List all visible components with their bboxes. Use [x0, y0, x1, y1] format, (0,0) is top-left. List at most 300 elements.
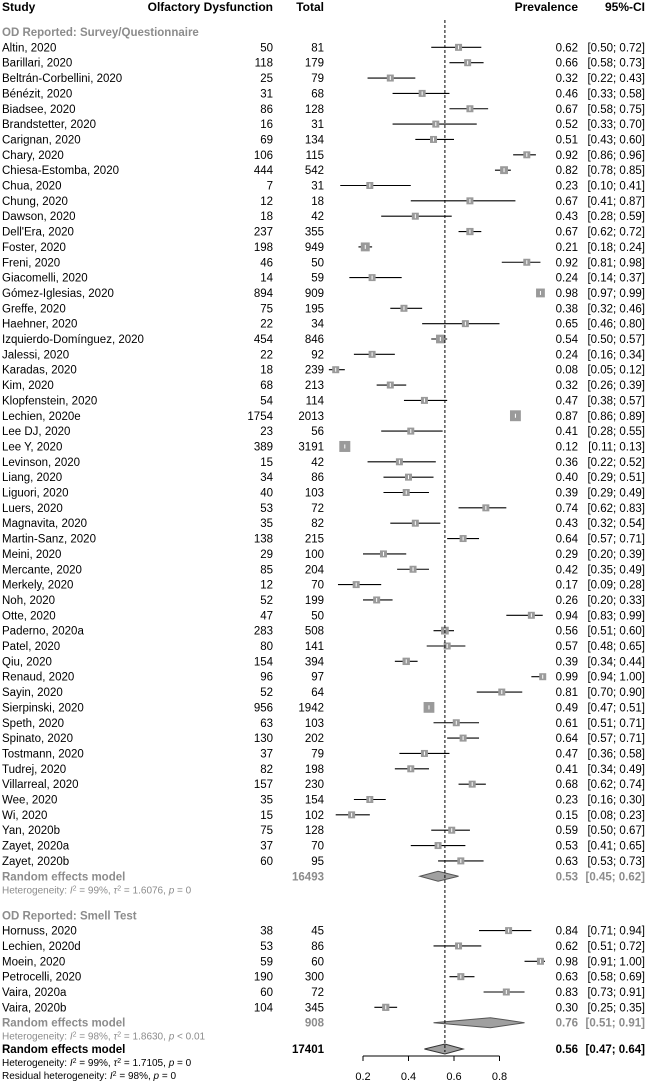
- events-value: 85: [260, 564, 273, 577]
- study-label: Jalessi, 2020: [2, 349, 70, 362]
- subgroup-heterogeneity: Heterogeneity: $I^2 = 98\%$, $\tau^2 = 1.8630$, p < 0.01: [2, 1031, 206, 1043]
- prevalence-value: 0.39: [555, 487, 578, 500]
- header-total: Total: [296, 0, 324, 14]
- subgroup-summary-total: 908: [304, 1017, 324, 1030]
- study-label: Petrocelli, 2020: [2, 971, 82, 984]
- ci-value: [0.58; 0.69]: [587, 971, 645, 984]
- events-value: 47: [260, 610, 273, 623]
- header-events: Olfactory Dysfunction: [147, 0, 273, 14]
- forest-plot-body: [2, 20, 645, 1083]
- events-value: 75: [260, 825, 273, 838]
- total-value: 70: [311, 579, 324, 592]
- overall-summary-prevalence: 0.56: [555, 1044, 578, 1056]
- total-value: 202: [304, 733, 324, 746]
- study-label: Lee DJ, 2020: [2, 426, 71, 439]
- residual-heterogeneity: Residual heterogeneity: $I^2 = 98\%$, p = 0: [2, 1070, 177, 1082]
- prevalence-value: 0.23: [555, 180, 578, 193]
- prevalence-value: 0.63: [555, 971, 578, 984]
- total-value: 92: [311, 349, 324, 362]
- ci-value: [0.62; 0.72]: [587, 226, 645, 239]
- prevalence-value: 0.21: [555, 241, 578, 254]
- study-label: Altin, 2020: [2, 42, 57, 55]
- total-value: 82: [311, 518, 324, 531]
- prevalence-value: 0.36: [555, 456, 578, 469]
- total-value: 64: [311, 687, 324, 700]
- events-value: 118: [254, 57, 273, 70]
- study-label: Levinson, 2020: [2, 456, 81, 469]
- events-value: 389: [253, 441, 273, 454]
- total-value: 103: [304, 717, 324, 730]
- prevalence-value: 0.47: [555, 748, 578, 761]
- ci-value: [0.57; 0.71]: [587, 733, 645, 746]
- study-label: Zayet, 2020b: [2, 855, 70, 868]
- ci-value: [0.28; 0.55]: [587, 426, 645, 439]
- total-value: 239: [304, 364, 324, 377]
- prevalence-value: 0.74: [555, 502, 578, 515]
- total-value: 50: [311, 610, 324, 623]
- ci-value: [0.22; 0.43]: [587, 73, 645, 86]
- header-ci: 95%-CI: [604, 0, 645, 14]
- total-value: 102: [304, 809, 324, 822]
- study-label: Patel, 2020: [2, 641, 61, 653]
- events-value: 154: [253, 656, 273, 669]
- ci-value: [0.47; 0.51]: [587, 702, 645, 715]
- ci-value: [0.33; 0.58]: [587, 88, 645, 101]
- events-value: 444: [253, 165, 273, 178]
- events-value: 59: [260, 956, 273, 969]
- events-value: 53: [260, 940, 273, 953]
- total-value: 508: [304, 625, 324, 638]
- total-value: 68: [311, 88, 324, 101]
- prevalence-value: 0.62: [555, 42, 578, 55]
- events-value: 106: [253, 149, 273, 162]
- ci-value: [0.22; 0.52]: [587, 456, 645, 469]
- prevalence-value: 0.40: [555, 472, 578, 485]
- ci-value: [0.50; 0.67]: [587, 825, 645, 838]
- prevalence-value: 0.52: [555, 119, 578, 132]
- ci-value: [0.48; 0.65]: [587, 641, 645, 653]
- total-value: 56: [311, 426, 324, 439]
- study-label: Magnavita, 2020: [2, 518, 88, 531]
- events-value: 80: [260, 641, 273, 653]
- prevalence-value: 0.63: [555, 855, 578, 868]
- ci-value: [0.58; 0.75]: [587, 103, 645, 116]
- ci-value: [0.58; 0.73]: [587, 57, 645, 70]
- ci-value: [0.94; 1.00]: [587, 671, 645, 684]
- ci-value: [0.34; 0.44]: [587, 656, 645, 669]
- total-value: 846: [304, 334, 324, 346]
- x-axis-tick-label: 0.6: [446, 1071, 462, 1083]
- events-value: 157: [253, 779, 273, 792]
- subgroup-heterogeneity: Heterogeneity: $I^2 = 99\%$, $\tau^2 = 1.6076$, p = 0: [2, 884, 192, 897]
- ci-value: [0.41; 0.87]: [587, 195, 645, 208]
- prevalence-value: 0.82: [555, 165, 578, 178]
- prevalence-value: 0.43: [555, 211, 578, 224]
- ci-value: [0.20; 0.39]: [587, 548, 645, 561]
- ci-value: [0.73; 0.91]: [587, 987, 645, 999]
- ci-value: [0.53; 0.73]: [587, 855, 645, 868]
- ci-value: [0.91; 1.00]: [587, 956, 645, 969]
- study-label: Lechien, 2020e: [2, 410, 81, 423]
- study-label: Karadas, 2020: [2, 364, 77, 377]
- prevalence-value: 0.94: [555, 610, 578, 623]
- study-label: Wi, 2020: [2, 809, 48, 822]
- study-label: Foster, 2020: [2, 241, 66, 254]
- prevalence-value: 0.87: [555, 410, 578, 423]
- events-value: 68: [260, 380, 273, 393]
- x-axis-tick-label: 0.4: [400, 1071, 417, 1083]
- events-value: 23: [260, 426, 273, 439]
- subgroup-summary-prevalence: 0.53: [555, 871, 578, 884]
- events-value: 86: [260, 103, 273, 116]
- total-value: 2013: [298, 410, 324, 423]
- study-label: Mercante, 2020: [2, 564, 82, 577]
- x-axis-tick-label: 0.8: [491, 1071, 508, 1083]
- study-label: Lechien, 2020d: [2, 940, 81, 953]
- events-value: 29: [260, 548, 273, 561]
- study-label: Spinato, 2020: [2, 733, 73, 746]
- study-label: Barillari, 2020: [2, 57, 73, 70]
- study-label: Renaud, 2020: [2, 671, 75, 684]
- total-value: 103: [304, 487, 324, 500]
- total-value: 42: [311, 456, 324, 469]
- prevalence-value: 0.24: [555, 272, 578, 285]
- ci-value: [0.10; 0.41]: [587, 180, 645, 193]
- total-value: 81: [311, 42, 324, 55]
- events-value: 63: [260, 717, 273, 730]
- study-label: Izquierdo-Domínguez, 2020: [2, 334, 144, 346]
- total-value: 31: [311, 119, 324, 132]
- ci-value: [0.97; 0.99]: [587, 287, 645, 300]
- study-label: Paderno, 2020a: [2, 625, 84, 638]
- prevalence-value: 0.65: [555, 318, 578, 331]
- subgroup-summary-ci: [0.51; 0.91]: [585, 1017, 645, 1030]
- ci-value: [0.08; 0.23]: [587, 809, 645, 822]
- subgroup-title: OD Reported: Smell Test: [2, 910, 137, 923]
- total-value: 72: [311, 502, 324, 515]
- study-label: Otte, 2020: [2, 610, 56, 623]
- study-label: Yan, 2020b: [2, 825, 60, 838]
- total-value: 114: [305, 395, 324, 408]
- total-value: 141: [304, 641, 324, 653]
- study-label: Noh, 2020: [2, 594, 56, 607]
- events-value: 60: [260, 855, 273, 868]
- ci-value: [0.70; 0.90]: [587, 687, 645, 700]
- prevalence-value: 0.57: [555, 641, 578, 653]
- events-value: 14: [260, 272, 273, 285]
- prevalence-value: 0.68: [555, 779, 578, 792]
- events-value: 60: [260, 987, 273, 999]
- prevalence-value: 0.83: [555, 987, 578, 999]
- ci-value: [0.50; 0.72]: [587, 42, 645, 55]
- ci-value: [0.86; 0.89]: [587, 410, 645, 423]
- ci-value: [0.20; 0.33]: [587, 594, 645, 607]
- prevalence-value: 0.41: [555, 763, 578, 776]
- total-value: 95: [311, 855, 324, 868]
- total-value: 300: [304, 971, 324, 984]
- total-value: 195: [304, 303, 324, 316]
- total-value: 198: [304, 763, 324, 776]
- events-value: 7: [266, 180, 273, 193]
- ci-value: [0.26; 0.39]: [587, 380, 645, 393]
- prevalence-value: 0.08: [555, 364, 578, 377]
- events-value: 75: [260, 303, 273, 316]
- ci-value: [0.05; 0.12]: [587, 364, 645, 377]
- study-label: Beltrán-Corbellini, 2020: [2, 73, 123, 86]
- events-value: 40: [260, 487, 273, 500]
- prevalence-value: 0.23: [555, 794, 578, 807]
- prevalence-value: 0.56: [555, 625, 578, 638]
- study-label: Dell'Era, 2020: [2, 226, 74, 239]
- prevalence-value: 0.42: [555, 564, 578, 577]
- prevalence-value: 0.46: [555, 88, 578, 101]
- ci-value: [0.18; 0.24]: [587, 241, 645, 254]
- events-value: 37: [260, 840, 273, 853]
- prevalence-value: 0.38: [555, 303, 578, 316]
- prevalence-value: 0.29: [555, 548, 578, 561]
- events-value: 15: [260, 809, 273, 822]
- events-value: 37: [260, 748, 273, 761]
- events-value: 454: [253, 334, 273, 346]
- ci-value: [0.11; 0.13]: [588, 441, 645, 454]
- ci-value: [0.29; 0.49]: [587, 487, 645, 500]
- summary-diamond: [420, 871, 459, 881]
- ci-value: [0.32; 0.54]: [587, 518, 645, 531]
- ci-value: [0.71; 0.94]: [587, 925, 645, 938]
- study-label: Vaira, 2020a: [2, 987, 67, 999]
- events-value: 104: [253, 1002, 273, 1015]
- prevalence-value: 0.67: [555, 103, 578, 116]
- prevalence-value: 0.32: [555, 73, 578, 86]
- total-value: 31: [311, 180, 324, 193]
- total-value: 204: [304, 564, 324, 577]
- total-value: 34: [311, 318, 324, 331]
- prevalence-value: 0.61: [555, 717, 578, 730]
- ci-value: [0.33; 0.70]: [587, 119, 645, 132]
- study-label: Haehner, 2020: [2, 318, 78, 331]
- total-value: 18: [311, 195, 324, 208]
- events-value: 130: [253, 733, 273, 746]
- overall-summary-label: Random effects model: [2, 1044, 126, 1056]
- events-value: 16: [260, 119, 273, 132]
- ci-value: [0.57; 0.71]: [587, 533, 645, 546]
- prevalence-value: 0.67: [555, 226, 578, 239]
- total-value: 115: [305, 149, 324, 162]
- total-value: 542: [304, 165, 324, 178]
- study-label: Vaira, 2020b: [2, 1002, 67, 1015]
- total-value: 79: [311, 73, 324, 86]
- total-value: 213: [304, 380, 324, 393]
- events-value: 25: [260, 73, 273, 86]
- overall-summary-total: 17401: [292, 1044, 324, 1056]
- total-value: 86: [311, 940, 324, 953]
- prevalence-value: 0.84: [555, 925, 578, 938]
- header-prevalence: Prevalence: [514, 0, 578, 14]
- prevalence-value: 0.26: [555, 594, 578, 607]
- total-value: 394: [304, 656, 324, 669]
- ci-value: [0.25; 0.35]: [587, 1002, 645, 1015]
- prevalence-value: 0.54: [555, 334, 578, 346]
- total-value: 100: [304, 548, 324, 561]
- total-value: 45: [311, 925, 324, 938]
- study-label: Klopfenstein, 2020: [2, 395, 98, 408]
- subgroup-title: OD Reported: Survey/Questionnaire: [2, 27, 199, 39]
- ci-value: [0.29; 0.51]: [587, 472, 645, 485]
- total-value: 70: [311, 840, 324, 853]
- total-value: 215: [304, 533, 324, 546]
- study-label: Sayin, 2020: [2, 687, 63, 700]
- total-value: 60: [311, 956, 324, 969]
- study-label: Chung, 2020: [2, 195, 68, 208]
- study-label: Biadsee, 2020: [2, 103, 76, 116]
- prevalence-value: 0.92: [555, 257, 578, 270]
- total-value: 97: [311, 671, 324, 684]
- study-label: Liguori, 2020: [2, 487, 69, 500]
- ci-value: [0.41; 0.65]: [587, 840, 645, 853]
- prevalence-value: 0.92: [555, 149, 578, 162]
- ci-value: [0.62; 0.83]: [587, 502, 645, 515]
- ci-value: [0.38; 0.57]: [587, 395, 645, 408]
- events-value: 22: [260, 318, 273, 331]
- ci-value: [0.32; 0.46]: [587, 303, 645, 316]
- subgroup-summary-ci: [0.45; 0.62]: [585, 871, 645, 884]
- study-label: Moein, 2020: [2, 956, 66, 969]
- ci-value: [0.16; 0.34]: [587, 349, 645, 362]
- prevalence-value: 0.17: [555, 579, 578, 592]
- events-value: 894: [253, 287, 273, 300]
- total-value: 909: [304, 287, 324, 300]
- ci-value: [0.81; 0.98]: [587, 257, 645, 270]
- total-value: 72: [311, 987, 324, 999]
- total-value: 86: [311, 472, 324, 485]
- events-value: 69: [260, 134, 273, 147]
- events-value: 18: [260, 211, 273, 224]
- study-label: Zayet, 2020a: [2, 840, 70, 853]
- ci-value: [0.36; 0.58]: [587, 748, 645, 761]
- prevalence-value: 0.30: [555, 1002, 578, 1015]
- ci-value: [0.09; 0.28]: [587, 579, 645, 592]
- total-value: 42: [311, 211, 324, 224]
- total-value: 345: [304, 1002, 324, 1015]
- prevalence-value: 0.39: [555, 656, 578, 669]
- total-value: 128: [304, 825, 324, 838]
- events-value: 38: [260, 925, 273, 938]
- total-value: 79: [311, 748, 324, 761]
- total-value: 128: [304, 103, 324, 116]
- prevalence-value: 0.59: [555, 825, 578, 838]
- events-value: 237: [253, 226, 273, 239]
- events-value: 18: [260, 364, 273, 377]
- prevalence-value: 0.43: [555, 518, 578, 531]
- study-label: Wee, 2020: [2, 794, 58, 807]
- ci-value: [0.51; 0.71]: [587, 717, 645, 730]
- prevalence-value: 0.99: [555, 671, 578, 684]
- study-label: Brandstetter, 2020: [2, 119, 96, 132]
- total-value: 199: [304, 594, 324, 607]
- study-label: Chary, 2020: [2, 149, 64, 162]
- events-value: 1754: [247, 410, 273, 423]
- events-value: 52: [260, 594, 273, 607]
- total-value: 949: [304, 241, 324, 254]
- prevalence-value: 0.62: [555, 940, 578, 953]
- ci-value: [0.35; 0.49]: [587, 564, 645, 577]
- study-label: Dawson, 2020: [2, 211, 76, 224]
- total-value: 1942: [298, 702, 324, 715]
- ci-value: [0.34; 0.49]: [587, 763, 645, 776]
- events-value: 15: [260, 456, 273, 469]
- column-headers: [2, 0, 645, 14]
- subgroup-summary-total: 16493: [292, 871, 324, 884]
- events-value: 198: [253, 241, 273, 254]
- prevalence-value: 0.32: [555, 380, 578, 393]
- study-label: Freni, 2020: [2, 257, 61, 270]
- events-value: 12: [260, 195, 273, 208]
- ci-value: [0.16; 0.30]: [587, 794, 645, 807]
- study-label: Chua, 2020: [2, 180, 62, 193]
- ci-value: [0.43; 0.60]: [587, 134, 645, 147]
- events-value: 46: [260, 257, 273, 270]
- study-label: Martin-Sanz, 2020: [2, 533, 96, 546]
- subgroup-summary-label: Random effects model: [2, 871, 126, 884]
- events-value: 50: [260, 42, 273, 55]
- events-value: 96: [260, 671, 273, 684]
- prevalence-value: 0.53: [555, 840, 578, 853]
- overall-summary-ci: [0.47; 0.64]: [585, 1044, 645, 1056]
- total-value: 50: [311, 257, 324, 270]
- header-study: Study: [2, 0, 36, 14]
- events-value: 31: [260, 88, 273, 101]
- prevalence-value: 0.47: [555, 395, 578, 408]
- overall-heterogeneity: Heterogeneity: $I^2 = 99\%$, $\tau^2 = 1.7105$, p = 0: [2, 1057, 192, 1069]
- total-value: 230: [304, 779, 324, 792]
- prevalence-value: 0.64: [555, 733, 578, 746]
- prevalence-value: 0.66: [555, 57, 578, 70]
- study-label: Lee Y, 2020: [2, 441, 63, 454]
- study-label: Giacomelli, 2020: [2, 272, 88, 285]
- study-label: Meini, 2020: [2, 548, 62, 561]
- ci-value: [0.50; 0.57]: [587, 334, 645, 346]
- study-label: Qiu, 2020: [2, 656, 52, 669]
- total-value: 154: [304, 794, 324, 807]
- events-value: 190: [253, 971, 273, 984]
- ci-value: [0.51; 0.60]: [587, 625, 645, 638]
- study-label: Chiesa-Estomba, 2020: [2, 165, 119, 178]
- events-value: 12: [260, 579, 273, 592]
- study-label: Gómez-Iglesias, 2020: [2, 287, 114, 300]
- events-value: 54: [260, 395, 273, 408]
- study-label: Tostmann, 2020: [2, 748, 84, 761]
- ci-value: [0.46; 0.80]: [587, 318, 645, 331]
- ci-value: [0.78; 0.85]: [587, 165, 645, 178]
- events-value: 35: [260, 518, 273, 531]
- ci-value: [0.83; 0.99]: [587, 610, 645, 623]
- prevalence-value: 0.15: [555, 809, 578, 822]
- study-label: Carignan, 2020: [2, 134, 81, 147]
- ci-value: [0.28; 0.59]: [587, 211, 645, 224]
- events-value: 35: [260, 794, 273, 807]
- study-label: Greffe, 2020: [2, 303, 66, 316]
- summary-diamond: [434, 1018, 525, 1028]
- prevalence-value: 0.64: [555, 533, 578, 546]
- study-label: Kim, 2020: [2, 380, 54, 393]
- total-value: 134: [304, 134, 324, 147]
- events-value: 52: [260, 687, 273, 700]
- study-label: Bénézit, 2020: [2, 88, 73, 101]
- x-axis-tick-label: 0.2: [355, 1071, 371, 1083]
- prevalence-value: 0.98: [555, 287, 578, 300]
- events-value: 53: [260, 502, 273, 515]
- ci-value: [0.62; 0.74]: [587, 779, 645, 792]
